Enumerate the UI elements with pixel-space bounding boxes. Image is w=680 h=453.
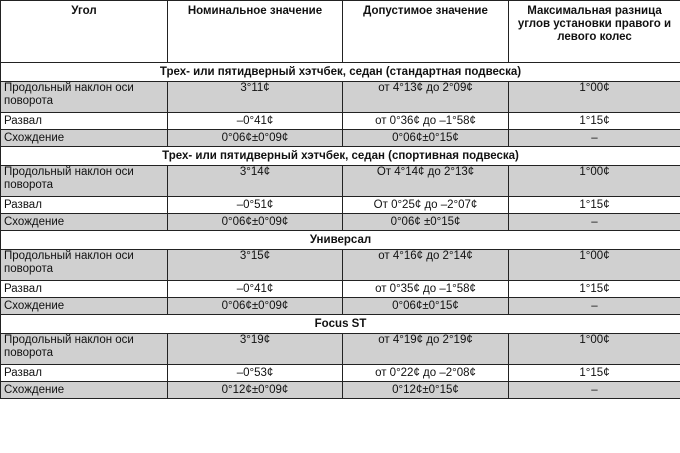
header-allowed: Допустимое значение <box>343 1 509 63</box>
row-nominal: 0°06¢±0°09¢ <box>168 130 343 147</box>
table-row <box>1 214 680 231</box>
row-max-diff: 1°00¢ <box>509 82 680 113</box>
row-max-diff: – <box>509 130 680 147</box>
row-max-diff: – <box>509 298 680 315</box>
header-max-diff: Максимальная разница углов установки правого и левого колес <box>509 1 680 63</box>
section-title: Универсал <box>1 231 680 250</box>
table-row <box>1 298 680 315</box>
row-allowed: от 4°19¢ до 2°19¢ <box>343 334 509 365</box>
row-angle-name: Развал <box>1 197 168 214</box>
row-nominal: –0°53¢ <box>168 365 343 382</box>
header-nominal: Номинальное значение <box>168 1 343 63</box>
row-max-diff: 1°15¢ <box>509 113 680 130</box>
row-allowed: От 4°14¢ до 2°13¢ <box>343 166 509 197</box>
table-row <box>1 281 680 298</box>
row-angle-name: Схождение <box>1 382 168 399</box>
table-row <box>1 166 680 197</box>
section-header <box>1 63 680 82</box>
row-max-diff: – <box>509 214 680 231</box>
row-max-diff: – <box>509 382 680 399</box>
header-angle: Угол <box>1 1 168 63</box>
row-angle-name: Развал <box>1 113 168 130</box>
row-allowed: от 0°35¢ до –1°58¢ <box>343 281 509 298</box>
row-allowed: 0°12¢±0°15¢ <box>343 382 509 399</box>
row-allowed: От 0°25¢ до –2°07¢ <box>343 197 509 214</box>
table-body <box>1 63 680 399</box>
row-max-diff: 1°00¢ <box>509 250 680 281</box>
table-row <box>1 334 680 365</box>
row-nominal: 0°12¢±0°09¢ <box>168 382 343 399</box>
row-allowed: от 0°36¢ до –1°58¢ <box>343 113 509 130</box>
row-max-diff: 1°00¢ <box>509 334 680 365</box>
row-allowed: 0°06¢±0°15¢ <box>343 130 509 147</box>
row-angle-name: Продольный наклон оси поворота <box>1 166 168 197</box>
table-header <box>1 1 680 63</box>
row-allowed: 0°06¢±0°15¢ <box>343 298 509 315</box>
row-nominal: 0°06¢±0°09¢ <box>168 214 343 231</box>
row-angle-name: Продольный наклон оси поворота <box>1 334 168 365</box>
row-nominal: –0°41¢ <box>168 281 343 298</box>
row-nominal: 0°06¢±0°09¢ <box>168 298 343 315</box>
row-angle-name: Схождение <box>1 214 168 231</box>
section-title: Трех- или пятидверный хэтчбек, седан (спортивная подвеска) <box>1 147 680 166</box>
row-max-diff: 1°15¢ <box>509 281 680 298</box>
section-header <box>1 147 680 166</box>
section-title: Трех- или пятидверный хэтчбек, седан (стандартная подвеска) <box>1 63 680 82</box>
row-max-diff: 1°15¢ <box>509 197 680 214</box>
row-max-diff: 1°15¢ <box>509 365 680 382</box>
row-nominal: 3°11¢ <box>168 82 343 113</box>
table-row <box>1 130 680 147</box>
row-angle-name: Продольный наклон оси поворота <box>1 250 168 281</box>
table-row <box>1 113 680 130</box>
row-nominal: –0°51¢ <box>168 197 343 214</box>
row-max-diff: 1°00¢ <box>509 166 680 197</box>
row-angle-name: Развал <box>1 365 168 382</box>
row-allowed: 0°06¢ ±0°15¢ <box>343 214 509 231</box>
section-header <box>1 315 680 334</box>
section-title: Focus ST <box>1 315 680 334</box>
row-nominal: 3°15¢ <box>168 250 343 281</box>
table-row <box>1 197 680 214</box>
row-angle-name: Развал <box>1 281 168 298</box>
table-row <box>1 250 680 281</box>
row-allowed: от 4°13¢ до 2°09¢ <box>343 82 509 113</box>
row-angle-name: Продольный наклон оси поворота <box>1 82 168 113</box>
row-angle-name: Схождение <box>1 130 168 147</box>
row-nominal: –0°41¢ <box>168 113 343 130</box>
table-row <box>1 382 680 399</box>
row-allowed: от 0°22¢ до –2°08¢ <box>343 365 509 382</box>
section-header <box>1 231 680 250</box>
table-row <box>1 82 680 113</box>
row-nominal: 3°14¢ <box>168 166 343 197</box>
row-allowed: от 4°16¢ до 2°14¢ <box>343 250 509 281</box>
table-row <box>1 365 680 382</box>
row-nominal: 3°19¢ <box>168 334 343 365</box>
row-angle-name: Схождение <box>1 298 168 315</box>
